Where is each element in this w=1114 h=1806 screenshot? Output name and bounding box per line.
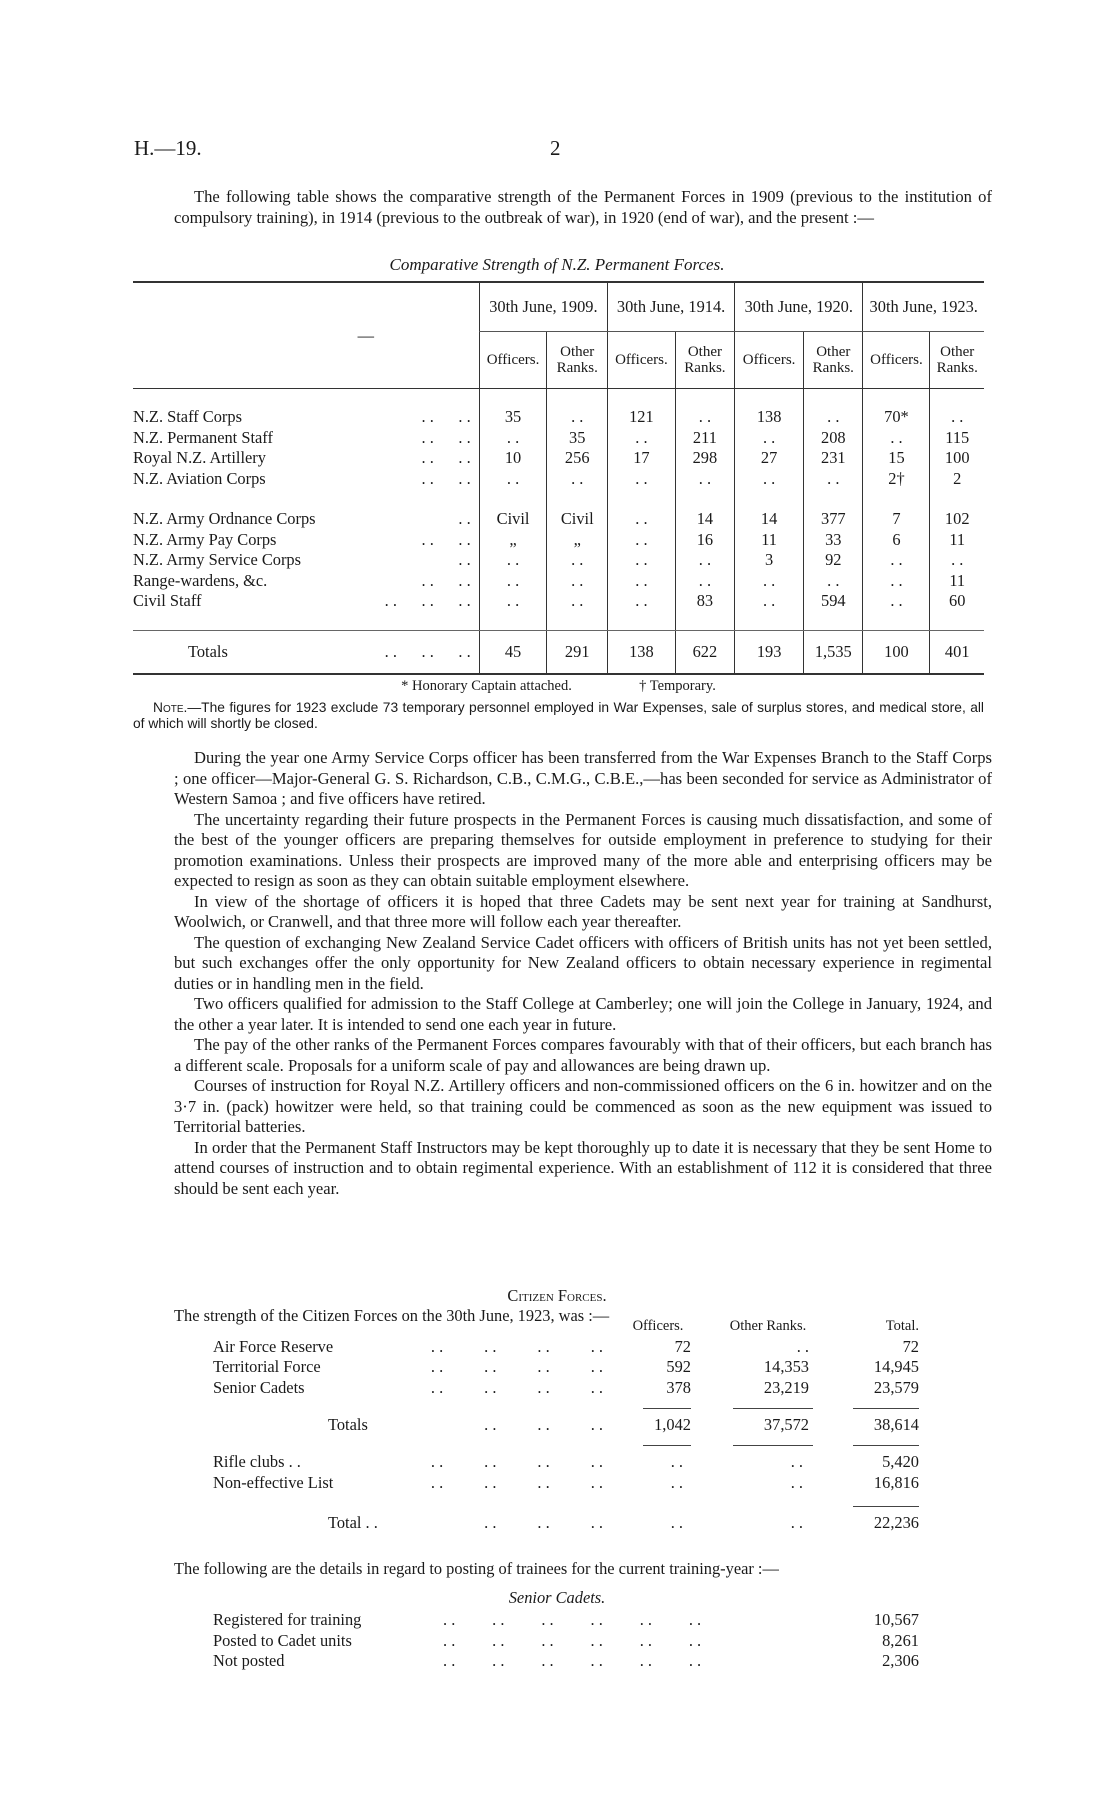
table-cell: 60 bbox=[930, 591, 984, 612]
trainee-row bbox=[213, 1651, 919, 1672]
officers-cell: 1,042 bbox=[654, 1414, 691, 1434]
table-row bbox=[133, 469, 984, 490]
sum-rule bbox=[213, 1438, 919, 1452]
row-label-text: N.Z. Aviation Corps bbox=[133, 468, 266, 488]
table-cell: . . bbox=[863, 550, 930, 571]
table-cell: . . bbox=[863, 571, 930, 592]
table-title: Comparative Strength of N.Z. Permanent Forces. bbox=[389, 255, 725, 274]
total-cell: 72 bbox=[902, 1336, 919, 1356]
body-paragraph: In order that the Permanent Staff Instructors may be kept thoroughly up to date it is necessary that they be sent Home to attend courses of instruction and to obtain regimental experience. With an establishment of 112 it is considered that three should be sent each year. bbox=[174, 1137, 992, 1198]
table-cell: . . bbox=[675, 571, 734, 592]
table-cell: . . bbox=[608, 469, 676, 490]
leader-dots: . . . . . . . . . . . . bbox=[443, 1610, 702, 1629]
officers-cell: 72 bbox=[674, 1336, 691, 1356]
table-cell: 2† bbox=[863, 469, 930, 490]
leader-dots: . . . . . . bbox=[484, 1513, 603, 1532]
officers-cell: 592 bbox=[666, 1357, 691, 1376]
table-cell: 256 bbox=[547, 448, 608, 469]
year-header: 30th June, 1914. bbox=[608, 282, 735, 332]
body-text bbox=[174, 748, 992, 1199]
leader-dots: . . bbox=[790, 1472, 803, 1492]
row-label-text: N.Z. Army Service Corps bbox=[133, 550, 301, 569]
row-label: Not posted bbox=[213, 1651, 285, 1670]
other-ranks-header: Other Ranks. bbox=[804, 332, 863, 389]
table-cell: . . bbox=[735, 591, 804, 612]
other-ranks-header: Other Ranks. bbox=[930, 332, 984, 389]
note-text: —The figures for 1923 exclude 73 temporary personnel employed in War Expenses, sale of surplus stores, and medical store, all of which will shortly be closed. bbox=[133, 700, 984, 731]
leader-dots: . . bbox=[790, 1512, 803, 1532]
table-cell: . . bbox=[930, 407, 984, 428]
leader-dots: . . . . bbox=[421, 407, 471, 426]
table-cell: . . bbox=[735, 428, 804, 449]
page-number: 2 bbox=[550, 136, 561, 160]
officers-header: Officers. bbox=[863, 332, 930, 389]
table-cell: 35 bbox=[547, 428, 608, 449]
row-label bbox=[133, 509, 479, 530]
leader-dots: . . . . . . . . bbox=[430, 1336, 603, 1356]
row-label-text: N.Z. Army Ordnance Corps bbox=[133, 509, 316, 528]
officers-header: Officers. bbox=[735, 332, 804, 389]
table-cell: . . bbox=[479, 571, 547, 592]
citizen-grand-total-row bbox=[213, 1511, 919, 1535]
table-note bbox=[133, 700, 984, 732]
table-cell: . . bbox=[547, 571, 608, 592]
body-paragraph: The question of exchanging New Zealand Service Cadet officers with officers of British units has not yet been settled, but such exchanges offer the only opportunity for New Zealand officers to obtain necessary experience in regimental duties or in handling men in the field. bbox=[174, 932, 992, 993]
row-label-text: Senior Cadets bbox=[213, 1377, 305, 1397]
trainee-row bbox=[213, 1631, 919, 1652]
officers-header: Officers. bbox=[608, 332, 676, 389]
citizen-column-header: Other Ranks. bbox=[729, 1318, 807, 1334]
table-cell: 100 bbox=[930, 448, 984, 469]
total-cell: 22,236 bbox=[873, 1512, 919, 1532]
table-cell: . . bbox=[863, 428, 930, 449]
other-ranks-cell: . . bbox=[796, 1336, 809, 1356]
table-cell: „ bbox=[547, 530, 608, 551]
leader-dots: . . bbox=[790, 1452, 803, 1471]
table-cell: . . bbox=[675, 550, 734, 571]
table-cell: 291 bbox=[547, 630, 608, 674]
row-label-text: Totals bbox=[188, 641, 228, 661]
table-cell: . . bbox=[675, 407, 734, 428]
note-label: Note. bbox=[153, 700, 188, 715]
table-cell: 622 bbox=[675, 630, 734, 674]
row-label-text: Air Force Reserve bbox=[213, 1336, 334, 1356]
leader-dots: . . . . . . bbox=[484, 1415, 603, 1434]
corner-cell: — bbox=[133, 282, 479, 389]
other-ranks-header: Other Ranks. bbox=[675, 332, 734, 389]
table-cell: 83 bbox=[675, 591, 734, 612]
table-cell: 15 bbox=[863, 448, 930, 469]
table-cell: . . bbox=[547, 469, 608, 490]
body-paragraph: Courses of instruction for Royal N.Z. Artillery officers and non-commissioned officers on the 6 in. howitzer and on the 3·7 in. (pack) howitzer were held, so that training could be commenced as soon as the new equipment was issued to Territorial batteries. bbox=[174, 1076, 992, 1136]
citizen-header-row bbox=[213, 1316, 919, 1337]
other-ranks-cell: 23,219 bbox=[763, 1377, 809, 1397]
row-label-text: Range-wardens, &c. bbox=[133, 570, 268, 590]
table-cell: 1,535 bbox=[804, 630, 863, 674]
leader-dots: . . bbox=[458, 509, 471, 528]
table-cell: „ bbox=[479, 530, 547, 551]
row-label-text: Civil Staff bbox=[133, 591, 202, 610]
table-row bbox=[133, 591, 984, 612]
leader-dots: . . . . bbox=[421, 529, 471, 549]
row-label bbox=[133, 630, 479, 674]
table-cell: . . bbox=[804, 407, 863, 428]
table-cell: 6 bbox=[863, 530, 930, 551]
leader-dots: . . . . . . . . . . . . bbox=[443, 1651, 702, 1670]
table-cell: . . bbox=[804, 469, 863, 490]
row-label bbox=[133, 550, 479, 571]
row-label bbox=[213, 1412, 613, 1438]
spacer-row bbox=[133, 389, 984, 408]
table-cell: 45 bbox=[479, 630, 547, 674]
row-label bbox=[133, 407, 479, 428]
table-cell: 14 bbox=[735, 509, 804, 530]
officers-cell: 378 bbox=[666, 1377, 691, 1397]
footnote-asterisk: * Honorary Captain attached. bbox=[401, 678, 572, 694]
leader-dots: . . . . bbox=[421, 468, 471, 488]
leader-dots: . . . . bbox=[421, 570, 471, 590]
total-cell: 38,614 bbox=[873, 1414, 919, 1434]
table-cell: 115 bbox=[930, 428, 984, 449]
leader-dots: . . . . . . bbox=[384, 641, 471, 661]
table-cell: 11 bbox=[930, 530, 984, 551]
citizen-column-header: Officers. bbox=[632, 1318, 684, 1334]
trainees-heading: Senior Cadets. bbox=[508, 1588, 606, 1607]
table-cell: 298 bbox=[675, 448, 734, 469]
citizen-totals-row bbox=[213, 1412, 919, 1438]
total-cell: 14,945 bbox=[873, 1357, 919, 1376]
table-cell: . . bbox=[547, 591, 608, 612]
table-cell: . . bbox=[608, 530, 676, 551]
table-cell: . . bbox=[863, 591, 930, 612]
officers-header: Officers. bbox=[479, 332, 547, 389]
citizen-row bbox=[213, 1357, 919, 1378]
row-label: Registered for training bbox=[213, 1610, 362, 1629]
table-cell: 401 bbox=[930, 630, 984, 674]
row-label-text: N.Z. Staff Corps bbox=[133, 407, 242, 426]
table-cell: . . bbox=[608, 591, 676, 612]
row-label-text: N.Z. Army Pay Corps bbox=[133, 529, 277, 549]
row-label bbox=[213, 1378, 613, 1399]
trainee-value: 8,261 bbox=[882, 1630, 919, 1650]
table-cell: 92 bbox=[804, 550, 863, 571]
table-cell: Civil bbox=[479, 509, 547, 530]
table-cell: 14 bbox=[675, 509, 734, 530]
table-cell: 231 bbox=[804, 448, 863, 469]
body-paragraph: The uncertainty regarding their future prospects in the Permanent Forces is causing much dissatisfaction, and some of the best of the younger officers are preparing themselves for outside employment in preference to studying for their promotion examinations. Unless their prospects are improved many of the more able and enterprising officers may be expected to resign as soon as they can obtain suitable employment elsewhere. bbox=[174, 809, 992, 890]
table-cell: 27 bbox=[735, 448, 804, 469]
row-label-text: Non-effective List bbox=[213, 1472, 334, 1492]
row-label bbox=[133, 428, 479, 449]
document-reference: H.—19. bbox=[134, 136, 202, 160]
row-label-text: Totals bbox=[328, 1415, 368, 1434]
total-cell: 23,579 bbox=[873, 1377, 919, 1397]
table-row bbox=[133, 448, 984, 469]
citizen-heading-text: Citizen Forces. bbox=[507, 1286, 607, 1305]
table-cell: 138 bbox=[608, 630, 676, 674]
table-row bbox=[133, 550, 984, 571]
table-cell: . . bbox=[804, 571, 863, 592]
table-cell: 3 bbox=[735, 550, 804, 571]
table-cell: 17 bbox=[608, 448, 676, 469]
table-cell: . . bbox=[608, 509, 676, 530]
leader-dots: . . . . . . . . bbox=[430, 1357, 603, 1376]
table-cell: 193 bbox=[735, 630, 804, 674]
row-label bbox=[133, 448, 479, 469]
table-cell: 11 bbox=[735, 530, 804, 551]
row-label-text: N.Z. Permanent Staff bbox=[133, 427, 273, 447]
table-cell: . . bbox=[608, 550, 676, 571]
other-ranks-cell: 14,353 bbox=[763, 1357, 809, 1376]
leader-dots: . . bbox=[670, 1472, 683, 1492]
table-cell: 211 bbox=[675, 428, 734, 449]
year-header: 30th June, 1920. bbox=[735, 282, 863, 332]
year-header: 30th June, 1909. bbox=[479, 282, 607, 332]
citizen-intro: The strength of the Citizen Forces on the 30th June, 1923, was :— bbox=[174, 1306, 610, 1325]
body-paragraph: In view of the shortage of officers it is hoped that three Cadets may be sent next year for training at Sandhurst, Woolwich, or Cranwell, and that three more will follow each year thereafter. bbox=[174, 891, 992, 931]
total-cell: 5,420 bbox=[882, 1452, 919, 1471]
table-cell: . . bbox=[735, 469, 804, 490]
citizen-forces-table bbox=[213, 1316, 919, 1535]
table-row bbox=[133, 530, 984, 551]
totals-row bbox=[133, 630, 984, 674]
leader-dots: . . bbox=[670, 1512, 683, 1532]
citizen-row bbox=[213, 1337, 919, 1358]
totals-separator bbox=[133, 612, 984, 631]
citizen-extra-row bbox=[213, 1452, 919, 1473]
row-label: Posted to Cadet units bbox=[213, 1630, 352, 1650]
leader-dots: . . . . . . bbox=[384, 591, 471, 610]
row-label-text: Rifle clubs . . bbox=[213, 1452, 301, 1471]
table-row bbox=[133, 509, 984, 530]
year-header-row bbox=[133, 282, 984, 332]
leader-dots: . . . . . . . . bbox=[430, 1377, 603, 1397]
table-cell: 2 bbox=[930, 469, 984, 490]
table-cell: 33 bbox=[804, 530, 863, 551]
footnotes bbox=[133, 678, 984, 695]
trainee-value: 10,567 bbox=[873, 1610, 919, 1629]
sum-rule bbox=[213, 1493, 919, 1511]
citizen-extra-row bbox=[213, 1473, 919, 1494]
table-cell: . . bbox=[608, 428, 676, 449]
row-label bbox=[133, 591, 479, 612]
row-label-text: Total . . bbox=[328, 1513, 378, 1532]
row-label bbox=[213, 1357, 613, 1378]
total-cell: 16,816 bbox=[873, 1472, 919, 1492]
group-separator bbox=[133, 489, 984, 509]
leader-dots: . . bbox=[458, 550, 471, 569]
footnote-dagger: † Temporary. bbox=[639, 678, 716, 694]
table-cell: . . bbox=[479, 469, 547, 490]
leader-dots: . . . . bbox=[421, 427, 471, 447]
table-cell: . . bbox=[930, 550, 984, 571]
trainee-row bbox=[213, 1610, 919, 1631]
table-cell: 594 bbox=[804, 591, 863, 612]
leader-dots: . . bbox=[670, 1452, 683, 1471]
row-label bbox=[213, 1511, 613, 1535]
row-label bbox=[213, 1452, 613, 1473]
leader-dots: . . . . . . . . bbox=[430, 1472, 603, 1492]
table-cell: . . bbox=[547, 407, 608, 428]
trainees-intro: The following are the details in regard to posting of trainees for the current training-year :— bbox=[174, 1559, 779, 1578]
table-cell: . . bbox=[547, 550, 608, 571]
table-cell: 100 bbox=[863, 630, 930, 674]
table-cell: . . bbox=[675, 469, 734, 490]
table-cell: . . bbox=[479, 550, 547, 571]
table-cell: 16 bbox=[675, 530, 734, 551]
table-cell: 208 bbox=[804, 428, 863, 449]
citizen-forces-heading bbox=[0, 1286, 1114, 1306]
row-label bbox=[133, 571, 479, 592]
table-cell: 377 bbox=[804, 509, 863, 530]
leader-dots: . . . . bbox=[421, 448, 471, 467]
leader-dots: . . . . . . . . bbox=[430, 1452, 603, 1471]
table-cell: . . bbox=[735, 571, 804, 592]
leader-dots: . . . . . . . . . . . . bbox=[443, 1630, 702, 1650]
intro-paragraph: The following table shows the comparative strength of the Permanent Forces in 1909 (previous to the institution of compulsory training), in 1914 (previous to the outbreak of war), in 1920 (end of war), and the present :— bbox=[174, 187, 992, 227]
table-cell: 102 bbox=[930, 509, 984, 530]
sum-rule bbox=[213, 1398, 919, 1412]
body-paragraph: During the year one Army Service Corps officer has been transferred from the War Expenses Branch to the Staff Corps ; one officer—Major-General G. S. Richardson, C.B., C.M.G., C.B.E.,—has been seconded for service as Administrator of Western Samoa ; and five officers have retired. bbox=[174, 748, 992, 808]
citizen-row bbox=[213, 1378, 919, 1399]
other-ranks-cell: 37,572 bbox=[763, 1414, 809, 1434]
trainees-table bbox=[213, 1610, 919, 1672]
table-cell: Civil bbox=[547, 509, 608, 530]
permanent-forces-table bbox=[133, 281, 984, 675]
table-row bbox=[133, 407, 984, 428]
row-label-text: Royal N.Z. Artillery bbox=[133, 448, 266, 467]
table-cell: 35 bbox=[479, 407, 547, 428]
table-row bbox=[133, 428, 984, 449]
table-cell: 121 bbox=[608, 407, 676, 428]
row-label bbox=[133, 469, 479, 490]
table-cell: 138 bbox=[735, 407, 804, 428]
row-label bbox=[213, 1473, 613, 1494]
table-row bbox=[133, 571, 984, 592]
other-ranks-header: Other Ranks. bbox=[547, 332, 608, 389]
table-cell: 11 bbox=[930, 571, 984, 592]
body-paragraph: Two officers qualified for admission to the Staff College at Camberley; one will join the College in January, 1924, and the other a year later. It is intended to send one each year in future. bbox=[174, 994, 992, 1034]
citizen-column-header: Total. bbox=[885, 1318, 919, 1334]
year-header: 30th June, 1923. bbox=[863, 282, 984, 332]
table-cell: . . bbox=[608, 571, 676, 592]
table-cell: 7 bbox=[863, 509, 930, 530]
table-cell: . . bbox=[479, 428, 547, 449]
table-cell: 70* bbox=[863, 407, 930, 428]
table-cell: . . bbox=[479, 591, 547, 612]
row-label-text: Territorial Force bbox=[213, 1357, 321, 1376]
table-cell: 10 bbox=[479, 448, 547, 469]
row-label bbox=[133, 530, 479, 551]
trainee-value: 2,306 bbox=[882, 1651, 919, 1670]
body-paragraph: The pay of the other ranks of the Permanent Forces compares favourably with that of their officers, but each branch has a different scale. Proposals for a uniform scale of pay and allowances are being drawn up. bbox=[174, 1035, 992, 1075]
row-label bbox=[213, 1337, 613, 1358]
